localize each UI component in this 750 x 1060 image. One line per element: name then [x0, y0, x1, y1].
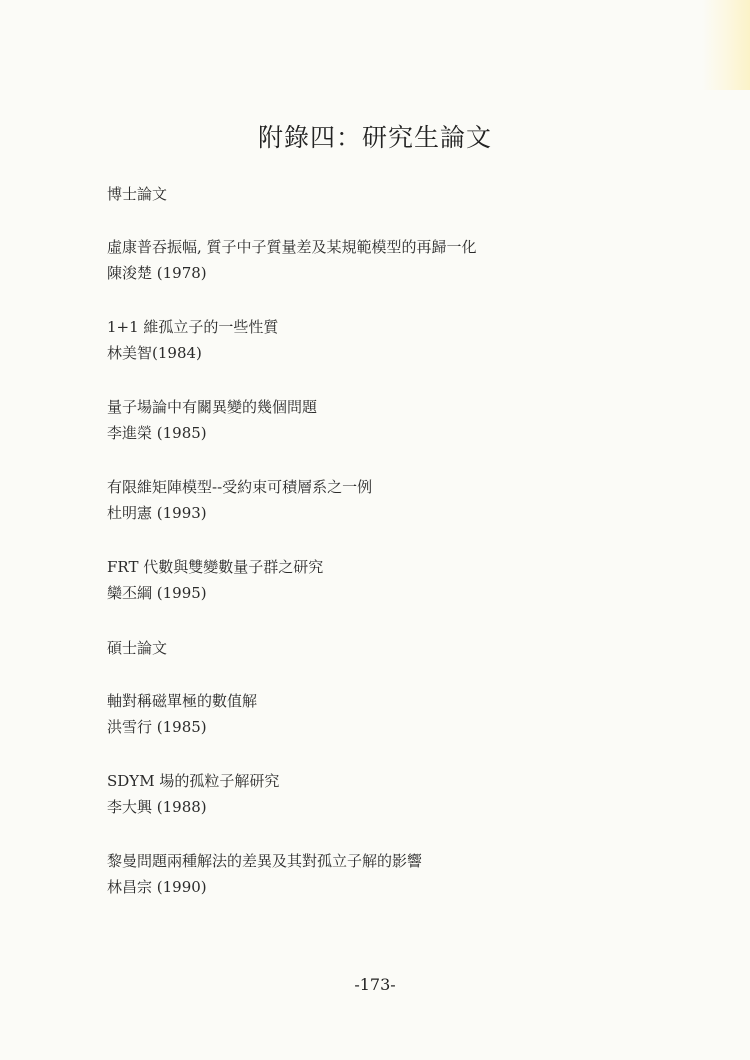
page-number: -173-: [354, 975, 396, 994]
thesis-author: 李大興 (1988): [107, 798, 207, 816]
list-item: [107, 848, 667, 900]
section-heading: 博士論文: [107, 185, 168, 203]
list-item: [107, 688, 667, 740]
thesis-author: 林昌宗 (1990): [107, 878, 207, 896]
list-item: [107, 554, 667, 606]
thesis-author: 杜明憲 (1993): [107, 504, 207, 522]
list-item: [107, 768, 667, 820]
thesis-title: 黎曼問題兩種解法的差異及其對孤立子解的影響: [107, 852, 423, 870]
section-doctoral: [107, 180, 667, 634]
thesis-title: SDYM 場的孤粒子解研究: [107, 772, 280, 790]
section-heading: 碩士論文: [107, 639, 168, 657]
thesis-title: 虛康普吞振幅, 質子中子質量差及某規範模型的再歸一化: [107, 238, 477, 256]
page-edge-stain: [702, 0, 750, 90]
page-title: 附錄四：研究生論文: [257, 123, 492, 152]
list-item: [107, 394, 667, 446]
thesis-title: 量子場論中有關異變的幾個問題: [107, 398, 318, 416]
thesis-title: 1+1 維孤立子的一些性質: [107, 318, 279, 336]
thesis-title: 有限維矩陣模型--受約束可積層系之一例: [107, 478, 373, 496]
thesis-title: 軸對稱磁單極的數值解: [107, 692, 258, 710]
thesis-author: 洪雪行 (1985): [107, 718, 207, 736]
thesis-author: 林美智(1984): [107, 344, 202, 362]
list-item: [107, 474, 667, 526]
thesis-title: FRT 代數與雙變數量子群之研究: [107, 558, 324, 576]
thesis-author: 陳浚楚 (1978): [107, 264, 207, 282]
section-masters: [107, 634, 667, 900]
thesis-author: 李進榮 (1985): [107, 424, 207, 442]
list-item: [107, 234, 667, 286]
thesis-list: [107, 180, 667, 900]
list-item: [107, 314, 667, 366]
thesis-author: 欒丕綱 (1995): [107, 584, 207, 602]
